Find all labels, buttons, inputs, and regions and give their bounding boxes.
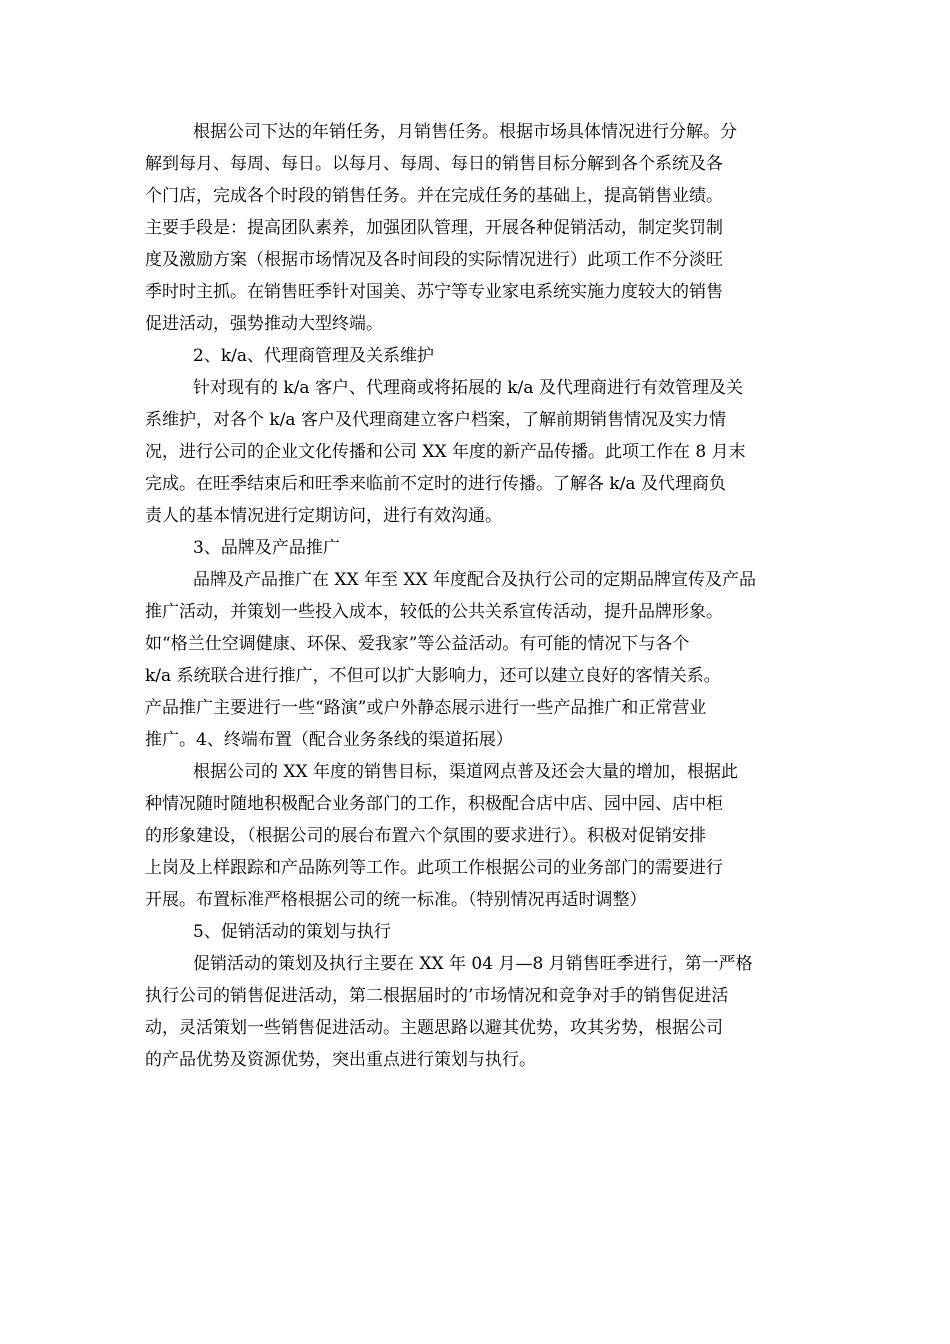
paragraph-line: 种情况随时随地积极配合业务部门的工作，积极配合店中店、园中园、店中柜 <box>145 794 723 814</box>
paragraph-line: 度及激励方案（根据市场情况及各时间段的实际情况进行）此项工作不分淡旺 <box>145 250 723 270</box>
paragraph-line: 况，进行公司的企业文化传播和公司 XX 年度的新产品传播。此项工作在 8 月末 <box>145 442 746 462</box>
paragraph-line: 开展。布置标准严格根据公司的统一标准。（特别情况再适时调整） <box>145 890 647 910</box>
paragraph-line: 推广。4、终端布置（配合业务条线的渠道拓展） <box>145 730 513 750</box>
paragraph-line: 促进活动，强势推动大型终端。 <box>145 314 383 334</box>
paragraph-line: 个门店，完成各个时段的销售任务。并在完成任务的基础上，提高销售业绩。 <box>145 186 723 206</box>
paragraph-line: 季时时主抓。在销售旺季针对国美、苏宁等专业家电系统实施力度较大的销售 <box>145 282 723 302</box>
paragraph-line: 系维护，对各个 k/a 客户及代理商建立客户档案，了解前期销售情况及实力情 <box>145 410 726 430</box>
document-page <box>145 116 810 1076</box>
paragraph-line: 解到每月、每周、每日。以每月、每周、每日的销售目标分解到各个系统及各 <box>145 154 723 174</box>
paragraph-line: 责人的基本情况进行定期访问，进行有效沟通。 <box>145 506 502 526</box>
paragraph-sales-targets <box>145 116 810 340</box>
paragraph-line: 动，灵活策划一些销售促进活动。主题思路以避其优势，攻其劣势，根据公司 <box>145 1018 723 1038</box>
section-heading-promotion-activities: 5、促销活动的策划与执行 <box>193 922 391 942</box>
paragraph-line: 的产品优势及资源优势，突出重点进行策划与执行。 <box>145 1050 536 1070</box>
paragraph-line: 针对现有的 k/a 客户、代理商或将拓展的 k/a 及代理商进行有效管理及关 <box>193 378 743 398</box>
paragraph-brand-promotion <box>145 564 810 756</box>
paragraph-line: 执行公司的销售促进活动，第二根据届时的’市场情况和竞争对手的销售促进活 <box>145 986 729 1006</box>
paragraph-line: 促销活动的策划及执行主要在 XX 年 04 月—8 月销售旺季进行，第一严格 <box>193 954 753 974</box>
section-heading-ka-agent-management: 2、k/a、代理商管理及关系维护 <box>193 346 434 366</box>
paragraph-line: 主要手段是：提高团队素养，加强团队管理，开展各种促销活动，制定奖罚制 <box>145 218 723 238</box>
paragraph-line: 产品推广主要进行一些“路演”或户外静态展示进行一些产品推广和正常营业 <box>145 698 707 718</box>
paragraph-line: 品牌及产品推广在 XX 年至 XX 年度配合及执行公司的定期品牌宣传及产品 <box>193 570 757 590</box>
paragraph-line: 根据公司的 XX 年度的销售目标，渠道网点普及还会大量的增加，根据此 <box>193 762 739 782</box>
paragraph-line: k/a 系统联合进行推广，不但可以扩大影响力，还可以建立良好的客情关系。 <box>145 666 721 686</box>
paragraph-line: 完成。在旺季结束后和旺季来临前不定时的进行传播。了解各 k/a 及代理商负 <box>145 474 726 494</box>
paragraph-line: 的形象建设，（根据公司的展台布置六个氛围的要求进行）。积极对促销安排 <box>145 826 706 846</box>
paragraph-line: 根据公司下达的年销任务，月销售任务。根据市场具体情况进行分解。分 <box>193 122 737 142</box>
paragraph-line: 如“格兰仕空调健康、环保、爱我家”等公益活动。有可能的情况下与各个 <box>145 634 690 654</box>
paragraph-terminal-layout <box>145 756 810 916</box>
paragraph-line: 上岗及上样跟踪和产品陈列等工作。此项工作根据公司的业务部门的需要进行 <box>145 858 723 878</box>
paragraph-ka-agent-management <box>145 372 810 532</box>
paragraph-promotion-activities <box>145 948 810 1076</box>
paragraph-line: 推广活动，并策划一些投入成本，较低的公共关系宣传活动，提升品牌形象。 <box>145 602 723 622</box>
section-heading-brand-promotion: 3、品牌及产品推广 <box>193 538 340 558</box>
